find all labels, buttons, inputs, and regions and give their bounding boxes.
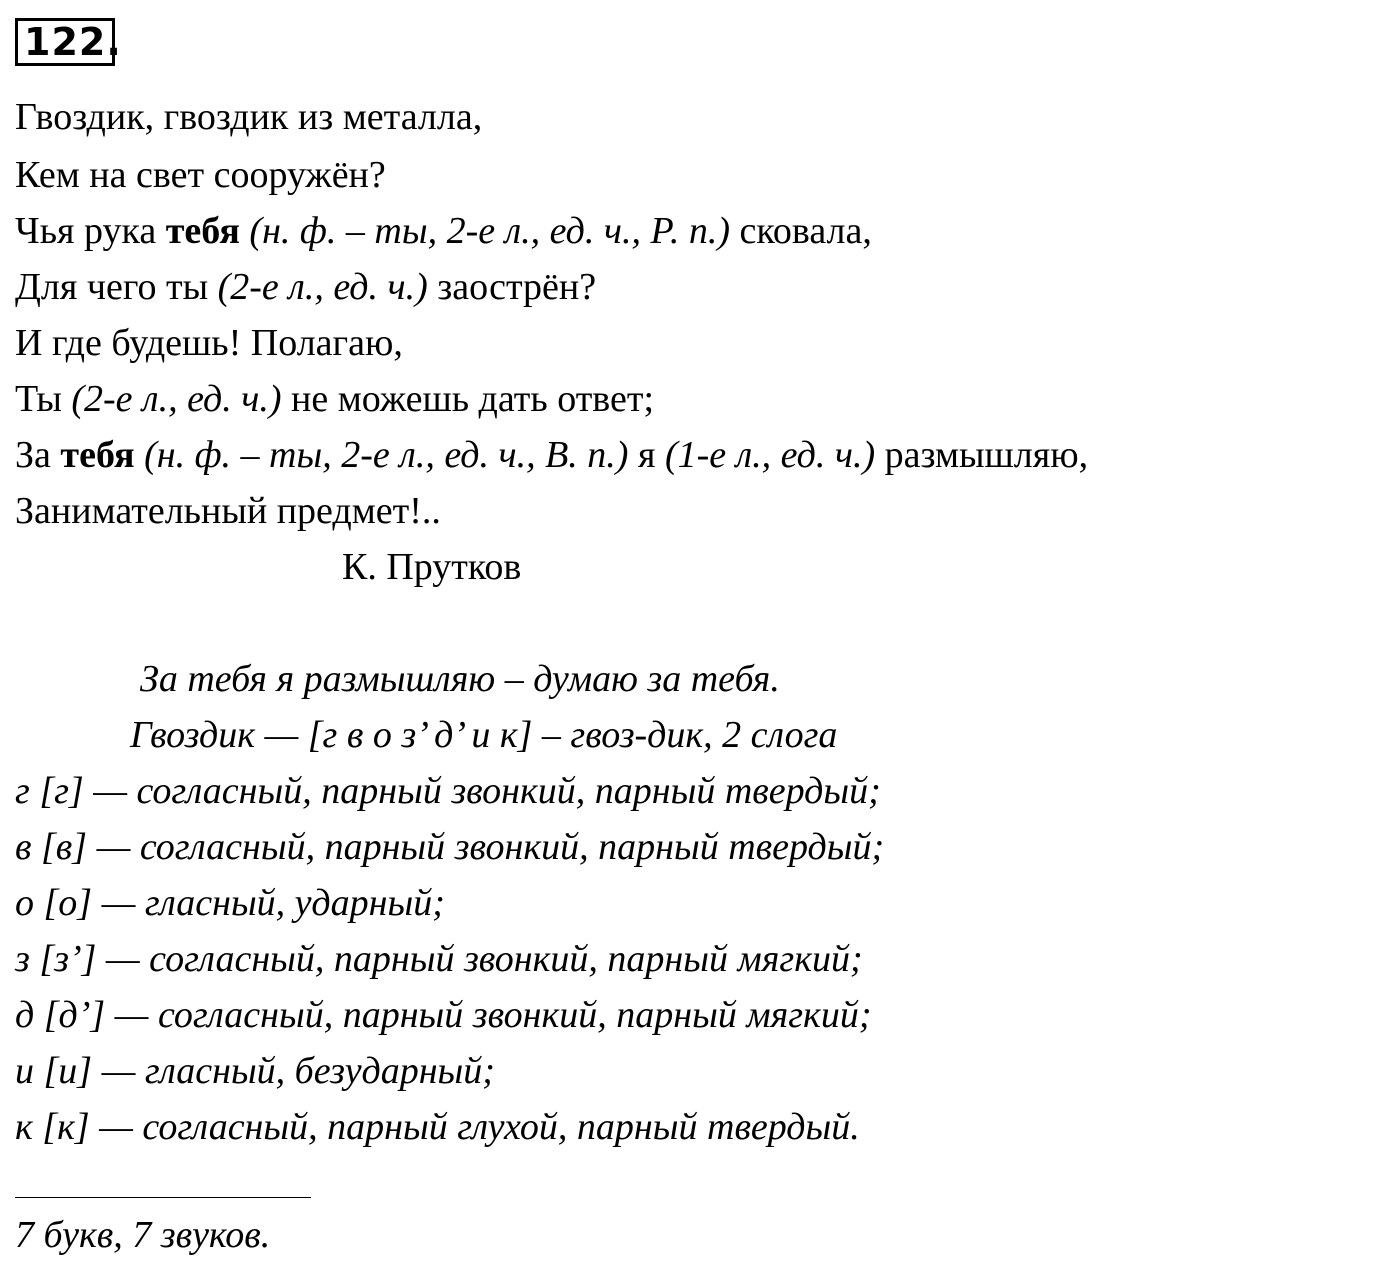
poem-line-5: И где будешь! Полагаю, xyxy=(15,322,403,364)
exercise-number: 122. xyxy=(15,18,115,66)
sound-line: к [к] — согласный, парный глухой, парный твердый. xyxy=(15,1106,860,1148)
sound-line: г [г] — согласный, парный звонкий, парный твердый; xyxy=(15,770,881,812)
poem-line-3 xyxy=(15,212,872,250)
footnote-divider xyxy=(15,1197,311,1198)
sound-line: з [з’] — согласный, парный звонкий, парный мягкий; xyxy=(15,938,863,980)
poem-text: Ты xyxy=(15,378,72,420)
poem-line-2: Кем на свет сооружён? xyxy=(15,154,386,196)
transcription: Гвоздик — [г в о з’ д’ и к] – гвоз-дик, 2 слога xyxy=(130,714,838,756)
sound-line: д [д’] — согласный, парный звонкий, парный мягкий; xyxy=(15,994,872,1036)
poem-line-8: Занимательный предмет!.. xyxy=(15,490,441,532)
poem-line-7 xyxy=(15,436,1088,474)
space xyxy=(135,434,145,476)
poem-author: К. Прутков xyxy=(342,546,522,588)
poem-text: заострён? xyxy=(427,266,597,308)
sound-line: о [о] — гласный, ударный; xyxy=(15,882,445,924)
poem-text: не можешь дать ответ; xyxy=(281,378,655,420)
poem-text: За xyxy=(15,434,61,476)
grammar-note: (н. ф. – ты, 2-е л., ед. ч., Р. п.) xyxy=(249,210,731,252)
poem-text: Чья рука xyxy=(15,210,166,252)
grammar-note: (1-е л., ед. ч.) xyxy=(664,434,876,476)
poem-text: размышляю, xyxy=(875,434,1089,476)
meaning-note: За тебя я размышляю – думаю за тебя. xyxy=(140,658,780,700)
grammar-note: (н. ф. – ты, 2-е л., ед. ч., В. п.) xyxy=(144,434,629,476)
poem-text: Для чего ты xyxy=(15,266,218,308)
pronoun-highlight: тебя xyxy=(165,210,240,252)
grammar-note: (2-е л., ед. ч.) xyxy=(217,266,428,308)
footnote: 7 букв, 7 звуков. xyxy=(15,1214,271,1256)
poem-text: сковала, xyxy=(730,210,872,252)
poem-text: я xyxy=(628,434,665,476)
poem-line-4 xyxy=(15,268,596,306)
space xyxy=(240,210,250,252)
sound-line: и [и] — гласный, безударный; xyxy=(15,1050,495,1092)
pronoun-highlight: тебя xyxy=(60,434,135,476)
poem-line-6 xyxy=(15,380,654,418)
grammar-note: (2-е л., ед. ч.) xyxy=(71,378,282,420)
sound-line: в [в] — согласный, парный звонкий, парный твердый; xyxy=(15,826,885,868)
poem-line-1: Гвоздик, гвоздик из металла, xyxy=(15,96,483,138)
